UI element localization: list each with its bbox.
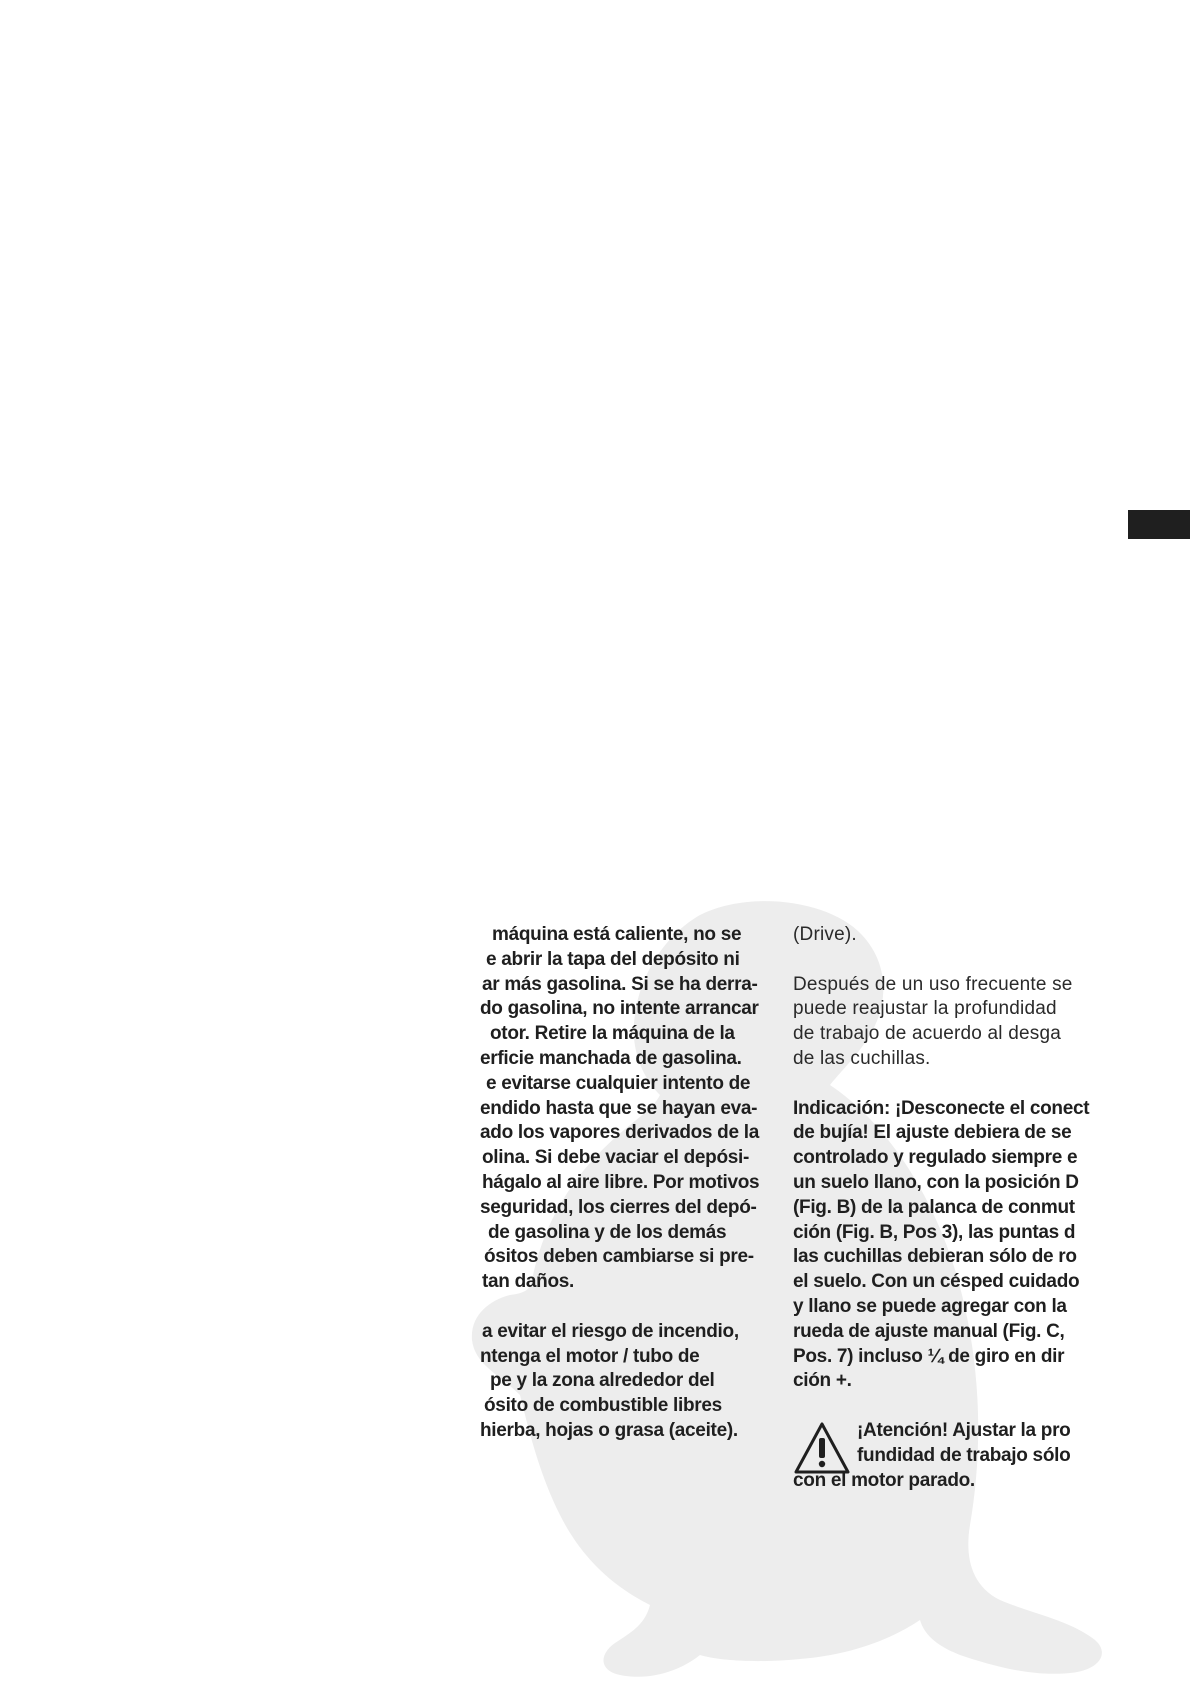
text-line: con el motor parado. [793,1469,975,1491]
text-line: hierba, hojas o grasa (aceite). [480,1419,738,1441]
text-line: otor. Retire la máquina de la [490,1023,735,1045]
blade-wear-paragraph [793,973,1093,1072]
text-line: de las cuchillas. [793,1047,931,1069]
text-line: un suelo llano, con la posición D [793,1171,1079,1193]
text-line: y llano se puede agregar con la [793,1295,1067,1317]
text-line: de bujía! El ajuste debiera de se [793,1122,1072,1144]
text-line: ntenga el motor / tubo de [480,1345,700,1367]
text-line: a evitar el riesgo de incendio, [482,1320,739,1342]
text-line: olina. Si debe vaciar el depósi- [482,1147,750,1169]
text-line: puede reajustar la profundidad [793,998,1057,1020]
text-line: ar más gasolina. Si se ha derra- [482,973,758,995]
text-line: hágalo al aire libre. Por motivos [482,1171,760,1193]
text-line: e evitarse cualquier intento de [486,1072,751,1094]
text-line: el suelo. Con un césped cuidado [793,1271,1080,1293]
fire-risk-paragraph [480,1320,770,1444]
text-line: controlado y regulado siempre e [793,1147,1078,1169]
right-column [793,923,1093,1493]
text-line: de gasolina y de los demás [488,1221,727,1243]
text-line: Después de un uso frecuente se [793,973,1073,995]
text-line: e abrir la tapa del depósito ni [486,948,740,970]
text-line: endido hasta que se hayan eva- [480,1097,758,1119]
text-line: ¡Atención! Ajustar la pro [857,1419,1071,1441]
text-line: pe y la zona alrededor del [490,1370,715,1392]
warning-triangle-icon [793,1421,851,1475]
text-line: do gasolina, no intente arrancar [480,998,759,1020]
text-line: ósitos deben cambiarse si pre- [484,1246,754,1268]
text-line: fundidad de trabajo sólo [857,1444,1071,1466]
text-line: erficie manchada de gasolina. [480,1047,742,1069]
drive-paragraph [793,923,1093,948]
text-line: ósito de combustible libres [484,1395,722,1417]
text-line: Indicación: ¡Desconecte el conect [793,1097,1090,1119]
adjustment-note-paragraph [793,1097,1093,1395]
text-line: (Drive). [793,924,857,945]
page-tab-marker [1128,510,1190,539]
text-line: seguridad, los cierres del depó- [480,1196,757,1218]
warning-block [793,1419,1093,1493]
text-line: de trabajo de acuerdo al desga [793,1023,1061,1045]
text-line: (Fig. B) de la palanca de conmut [793,1196,1075,1218]
text-line: máquina está caliente, no se [492,924,742,945]
fuel-safety-paragraph [480,923,770,1295]
text-line: ción +. [793,1370,852,1392]
left-column [480,923,770,1444]
text-line: rueda de ajuste manual (Fig. C, [793,1320,1065,1342]
text-line: las cuchillas debieran sólo de ro [793,1246,1077,1268]
text-line: Pos. 7) incluso ¼ de giro en dir [793,1345,1065,1367]
text-line: ción (Fig. B, Pos 3), las puntas d [793,1221,1076,1243]
text-line: ado los vapores derivados de la [480,1122,759,1144]
text-line: tan daños. [482,1271,575,1293]
